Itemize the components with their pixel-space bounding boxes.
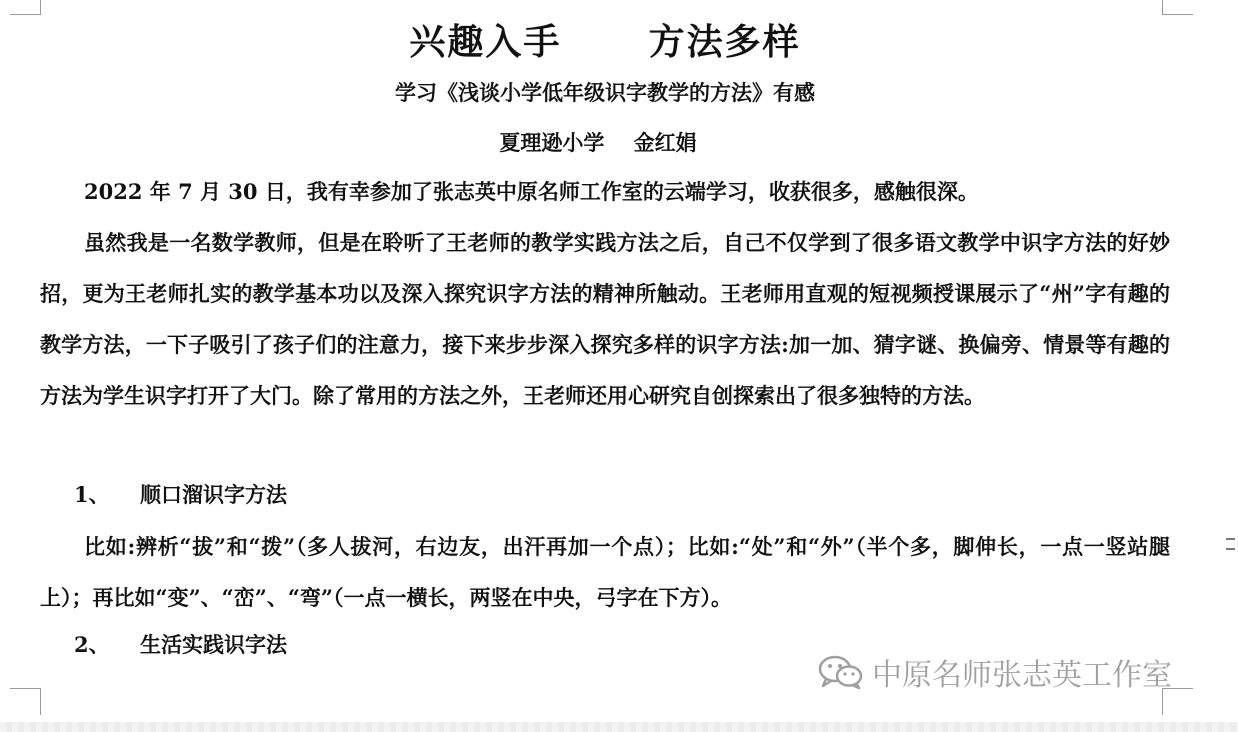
section-heading-2 [74, 630, 287, 660]
margin-corner-bottom-left [10, 688, 41, 715]
section-number: 1、 [74, 482, 110, 507]
watermark-text: 中原名师张志英工作室 [872, 658, 1172, 693]
paragraph-body: 虽然我是一名数学教师，但是在聆听了王老师的教学实践方法之后，自己不仅学到了很多语文教学中识字方法的好妙招，更为王老师扎实的教学基本功以及深入探究识字方法的精神所触动。王老师用直观的短视频授课展示了“州”字有趣的教学方法，一下子吸引了孩子们的注意力，接下来步步深入探究多样的识字方法:加一加、猜字谜、换偏旁、情景等有趣的方法为学生识字打开了大门。除了常用的方法之外，王老师还用心研究自创探索出了很多独特的方法。 [40, 230, 1170, 408]
margin-corner-top-left [10, 0, 41, 15]
section-title: 生活实践识字法 [140, 632, 287, 657]
document-title: 兴趣入手 方法多样 [409, 21, 801, 63]
page-bottom-edge [0, 722, 1238, 732]
document-author: 夏理逊小学 金红娟 [499, 130, 697, 155]
paragraph-intro: 2022 年 7 月 30 日，我有幸参加了张志英中原名师工作室的云端学习，收获很多，感触很深。 [84, 179, 979, 204]
paragraph-examples: 比如:辨析“拔”和“拨”（多人拔河，右边友，出汗再加一个点）；比如:“处”和“外”（半个多，脚伸长，一点一竖站腿上）；再比如“变”、“峦”、“弯”（一点一横长，两竖在中央，弓字在下方）。 [40, 534, 1170, 610]
section-title: 顺口溜识字方法 [140, 482, 287, 507]
section-heading-1 [74, 480, 287, 510]
watermark [818, 650, 1172, 694]
wechat-icon [818, 654, 864, 690]
document-subtitle: 学习《浅谈小学低年级识字教学的方法》有感 [395, 80, 815, 105]
margin-corner-top-right [1162, 0, 1193, 15]
scroll-marker[interactable] [1226, 538, 1235, 562]
section-number: 2、 [74, 632, 110, 657]
